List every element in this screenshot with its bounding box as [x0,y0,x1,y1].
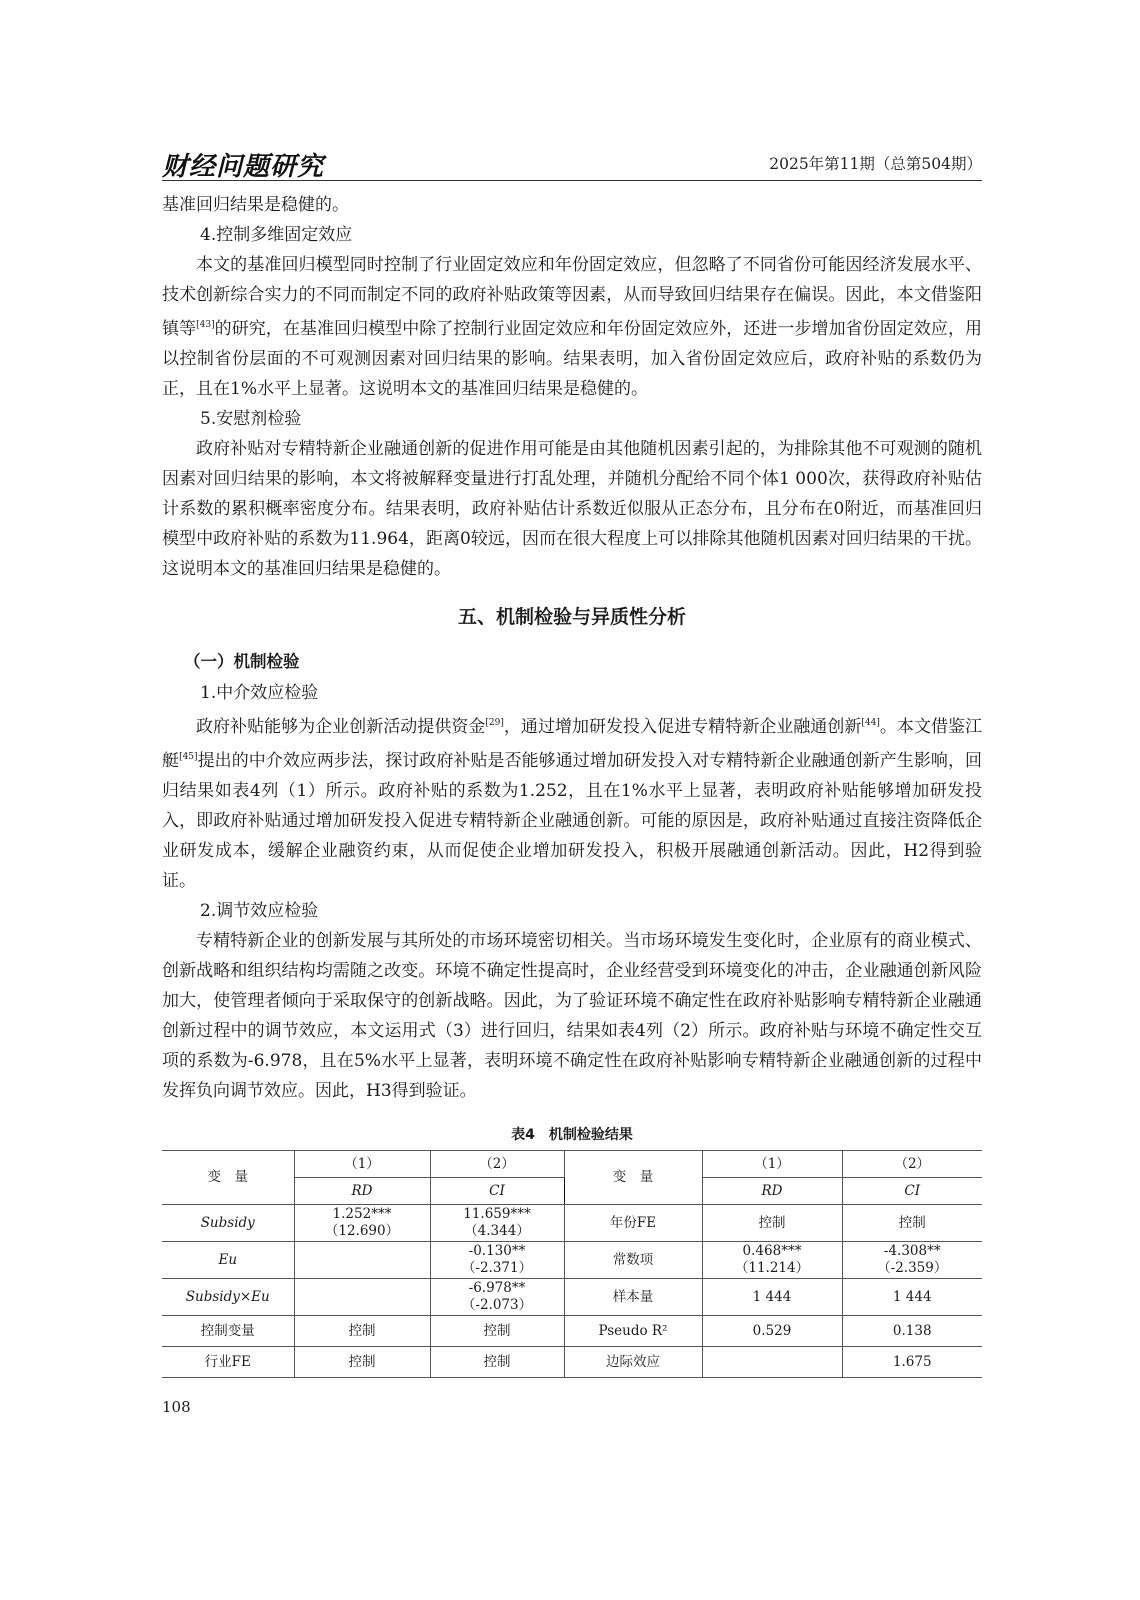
table-cell: 1 444 [842,1279,982,1316]
paragraph: 专精特新企业的创新发展与其所处的市场环境密切相关。当市场环境发生变化时，企业原有的商业模式、创新战略和组织结构均需随之改变。环境不确定性提高时，企业经营受到环境变化的冲击，企业融通创新风险加大，使管理者倾向于采取保守的创新战略。因此，为了验证环境不确定性在政府补贴影响专精特新企业融通创新过程中的调节效应，本文运用式（3）进行回归，结果如表4列（2）所示。政府补贴与环境不确定性交互项的系数为-6.978，且在5%水平上显著，表明环境不确定性在政府补贴影响专精特新企业融通创新的过程中发挥负向调节效应。因此，H3得到验证。 [162,931,982,1101]
header-variable: 变 量 [564,1151,702,1205]
row-label: 年份FE [564,1205,702,1242]
header-col1: （1） [702,1151,842,1178]
subheading: 1.中介效应检验 [200,683,319,703]
row-label: 控制变量 [162,1316,294,1347]
table-row [162,1205,982,1242]
table-cell: 1.675 [842,1347,982,1378]
row-label: 样本量 [564,1279,702,1316]
table-cell: 1 444 [702,1279,842,1316]
header-col2: （2） [842,1151,982,1178]
subheading: 5.安慰剂检验 [200,409,302,429]
table-cell: 控制 [702,1205,842,1242]
table-cell [702,1347,842,1378]
table-cell: 0.529 [702,1316,842,1347]
paragraph: 基准回归结果是稳健的。 [162,195,349,215]
results-table [162,1150,982,1378]
header-col2: （2） [430,1151,564,1178]
journal-title: 财经问题研究 [162,152,325,182]
table-row [162,1316,982,1347]
table-cell: -4.308** （-2.359） [842,1242,982,1279]
header-rd: RD [294,1178,430,1205]
row-label: 边际效应 [564,1347,702,1378]
table-cell: 控制 [430,1316,564,1347]
page-header [162,146,982,181]
table-cell: 控制 [430,1347,564,1378]
table-cell: -0.130** （-2.371） [430,1242,564,1279]
table-cell: 控制 [294,1347,430,1378]
row-label: Eu [162,1242,294,1279]
table-cell: 控制 [842,1205,982,1242]
paragraph: 政府补贴对专精特新企业融通创新的促进作用可能是由其他随机因素引起的，为排除其他不可观测的随机因素对回归结果的影响，本文将被解释变量进行打乱处理，并随机分配给不同个体1 000次，获得政府补贴估计系数的累积概率密度分布。结果表明，政府补贴估计系数近似服从正态分布，且分布在0附近，而基准回归模型中政府补贴的系数为11.964，距离0较远，因而在很大程度上可以排除其他随机因素对回归结果的干扰。这说明本文的基准回归结果是稳健的。 [162,439,982,579]
table-caption: 表4 机制检验结果 [511,1127,633,1143]
table-row [162,1242,982,1279]
table-cell: 控制 [294,1316,430,1347]
header-ci: CI [430,1178,564,1205]
page-number: 108 [162,1398,191,1416]
paragraph: 本文的基准回归模型同时控制了行业固定效应和年份固定效应，但忽略了不同省份可能因经济发展水平、技术创新综合实力的不同而制定不同的政府补贴政策等因素，从而导致回归结果存在偏误。因此，本文借鉴阳镇等[43]的研究，在基准回归模型中除了控制行业固定效应和年份固定效应外，还进一步增加省份固定效应，用以控制省份层面的不可观测因素对回归结果的影响。结果表明，加入省份固定效应后，政府补贴的系数仍为正，且在1%水平上显著。这说明本文的基准回归结果是稳健的。 [162,255,983,399]
article-body [162,190,982,1106]
subheading: 2.调节效应检验 [200,901,319,921]
header-col1: （1） [294,1151,430,1178]
table-cell: -6.978** （-2.073） [430,1279,564,1316]
row-label: 常数项 [564,1242,702,1279]
header-ci: CI [842,1178,982,1205]
citation-ref[interactable]: [29] [485,718,504,728]
paragraph: 政府补贴能够为企业创新活动提供资金[29]，通过增加研发投入促进专精特新企业融通创新[44]。本文借鉴江艇[45]提出的中介效应两步法，探讨政府补贴是否能够通过增加研发投入对专精特新企业融通创新产生影响，回归结果如表4列（1）所示。政府补贴的系数为1.252，且在1%水平上显著，表明政府补贴能够增加研发投入，即政府补贴通过增加研发投入促进专精特新企业融通创新。可能的原因是，政府补贴通过直接注资降低企业研发成本，缓解企业融资约束，从而促使企业增加研发投入，积极开展融通创新活动。因此，H2得到验证。 [162,717,983,891]
table-cell: 1.252*** （12.690） [294,1205,430,1242]
subsection-title: （一）机制检验 [184,652,300,671]
citation-ref[interactable]: [45] [179,752,198,762]
row-label: Pseudo R² [564,1316,702,1347]
table-header-row [162,1151,982,1178]
citation-ref[interactable]: [43] [196,320,215,330]
table-cell: 11.659*** （4.344） [430,1205,564,1242]
subheading: 4.控制多维固定效应 [200,225,353,245]
header-variable: 变 量 [162,1151,294,1205]
table-cell [294,1279,430,1316]
row-label: 行业FE [162,1347,294,1378]
table-cell: 0.138 [842,1316,982,1347]
row-label: Subsidy×Eu [162,1279,294,1316]
row-label: Subsidy [162,1205,294,1242]
table-cell [294,1242,430,1279]
section-title: 五、机制检验与异质性分析 [457,606,686,628]
issue-info: 2025年第11期（总第504期） [769,155,982,173]
citation-ref[interactable]: [44] [861,718,880,728]
table-row [162,1279,982,1316]
table-cell: 0.468*** （11.214） [702,1242,842,1279]
header-rd: RD [702,1178,842,1205]
table-row [162,1347,982,1378]
